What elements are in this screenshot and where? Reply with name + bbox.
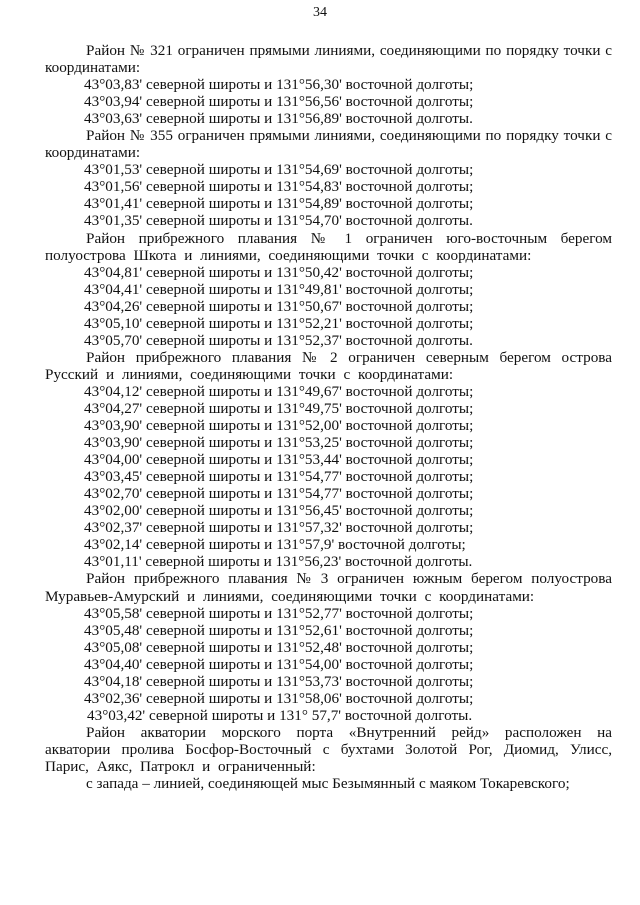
section-heading: Район № 355 ограничен прямыми линиями, соединяющими по порядку точки с координатами:: [45, 127, 612, 162]
coordinate-line: 43°02,70' северной широты и 131°54,77' восточной долготы;: [84, 485, 474, 503]
document-body: [45, 42, 612, 792]
coordinate-line: 43°01,53' северной широты и 131°54,69' восточной долготы;: [84, 161, 474, 179]
coordinate-line: 43°02,00' северной широты и 131°56,45' восточной долготы;: [84, 502, 474, 520]
coordinate-line: 43°03,94' северной широты и 131°56,56' восточной долготы;: [84, 93, 474, 111]
section-heading: Район прибрежного плавания № 3 ограничен южным берегом полуострова Муравьев-Амурский и линиями, соединяющими точки с координатами:: [45, 570, 612, 605]
coordinate-line: 43°04,27' северной широты и 131°49,75' восточной долготы;: [84, 399, 474, 417]
coordinate-line: 43°05,48' северной широты и 131°52,61' восточной долготы;: [84, 621, 474, 639]
coordinate-line: 43°04,18' северной широты и 131°53,73' восточной долготы;: [84, 672, 474, 690]
section-heading: Район № 321 ограничен прямыми линиями, соединяющими по порядку точки с координатами:: [45, 42, 612, 77]
coordinate-line: 43°05,10' северной широты и 131°52,21' восточной долготы;: [84, 314, 474, 332]
coordinate-line: 43°01,35' северной широты и 131°54,70' восточной долготы.: [84, 212, 473, 230]
coordinate-line: 43°02,14' северной широты и 131°57,9' восточной долготы;: [84, 536, 466, 554]
section-heading: Район прибрежного плавания № 1 ограничен юго-восточным берегом полуострова Шкота и линиями, соединяющими точки с координатами:: [45, 229, 612, 264]
coordinate-line: 43°03,63' северной широты и 131°56,89' восточной долготы.: [84, 110, 473, 128]
coordinate-line: 43°02,36' северной широты и 131°58,06' восточной долготы;: [84, 689, 474, 707]
coordinate-line: 43°04,00' северной широты и 131°53,44' восточной долготы;: [84, 451, 474, 469]
coordinate-line: 43°01,11' северной широты и 131°56,23' восточной долготы.: [84, 553, 473, 571]
closing-item: с запада – линией, соединяющей мыс Безымянный с маяком Токаревского;: [86, 775, 570, 793]
coordinate-line: 43°05,58' северной широты и 131°52,77' восточной долготы;: [84, 604, 474, 622]
coordinate-line: 43°03,42' северной широты и 131° 57,7' восточной долготы.: [87, 706, 473, 724]
coordinate-line: 43°02,37' северной широты и 131°57,32' восточной долготы;: [84, 519, 474, 537]
page-number: 34: [313, 5, 327, 20]
coordinate-line: 43°04,40' северной широты и 131°54,00' восточной долготы;: [84, 655, 474, 673]
coordinate-line: 43°05,08' северной широты и 131°52,48' восточной долготы;: [84, 638, 474, 656]
coordinate-line: 43°01,56' северной широты и 131°54,83' восточной долготы;: [84, 178, 474, 196]
coordinate-line: 43°03,90' северной широты и 131°53,25' восточной долготы;: [84, 434, 474, 452]
coordinate-line: 43°04,26' северной широты и 131°50,67' восточной долготы;: [84, 297, 474, 315]
coordinate-line: 43°03,90' северной широты и 131°52,00' восточной долготы;: [84, 417, 474, 435]
coordinate-line: 43°03,83' северной широты и 131°56,30' восточной долготы;: [84, 76, 474, 94]
coordinate-line: 43°05,70' северной широты и 131°52,37' восточной долготы.: [84, 331, 473, 349]
coordinate-line: 43°04,12' северной широты и 131°49,67' восточной долготы;: [84, 382, 474, 400]
coordinate-line: 43°01,41' северной широты и 131°54,89' восточной долготы;: [84, 195, 474, 213]
closing-paragraph: Район акватории морского порта «Внутренний рейд» расположен на акватории пролива Босфор-Восточный с бухтами Золотой Рог, Диомид, Улисс, Парис, Аякс, Патрокл и ограниченный:: [45, 723, 612, 775]
section-heading: Район прибрежного плавания № 2 ограничен северным берегом острова Русский и линиями, соединяющими точки с координатами:: [45, 348, 612, 383]
coordinate-line: 43°04,81' северной широты и 131°50,42' восточной долготы;: [84, 263, 474, 281]
coordinate-line: 43°03,45' северной широты и 131°54,77' восточной долготы;: [84, 468, 474, 486]
coordinate-line: 43°04,41' северной широты и 131°49,81' восточной долготы;: [84, 280, 474, 298]
